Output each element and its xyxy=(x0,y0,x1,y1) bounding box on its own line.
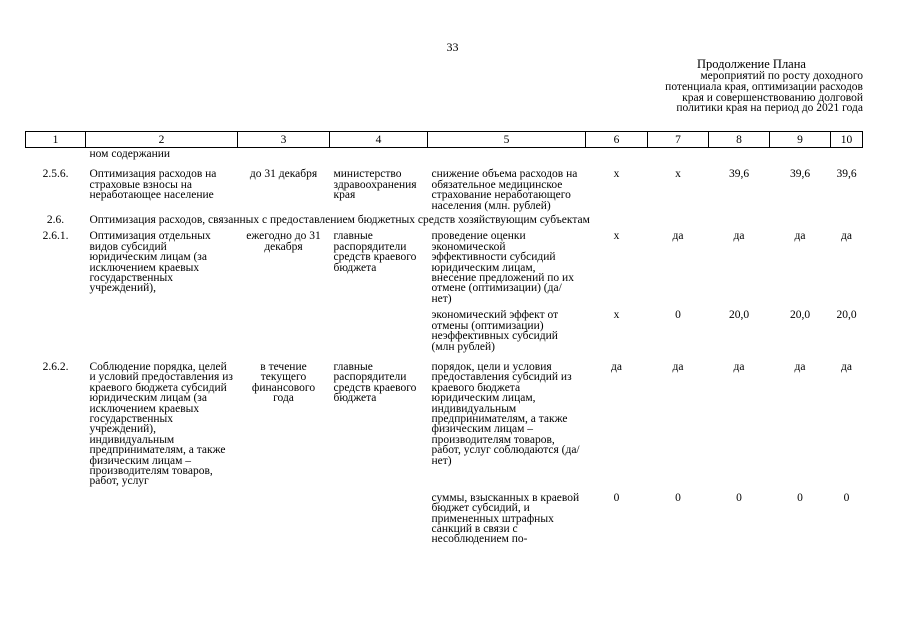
executor-text: главные распорядители средств краевого бюджета xyxy=(333,360,417,405)
indicator-text: порядок, цели и условия предоставления субсидий из краевого бюджета юридическим лицам, индивидуальным предпринимателям, а также физическим лицам – производителям товаров, работ, услуг соблюдаются (да/нет) xyxy=(431,360,580,467)
subtitle-line: края и совершенствованию долговой xyxy=(682,91,863,104)
value-cell: да xyxy=(672,360,684,373)
indicator-text: проведение оценки экономической эффективности субсидий юридическим лицам, внесение предложений по их отмене (оптимизации) (да/нет) xyxy=(431,230,574,305)
value-cell: да xyxy=(733,230,745,243)
column-number-row xyxy=(26,132,863,148)
value-cell: 0 xyxy=(675,491,681,504)
section-title: Оптимизация расходов, связанных с предоставлением бюджетных средств хозяйствующим субъектам xyxy=(89,214,590,227)
value-cell: 0 xyxy=(613,491,620,504)
value-cell: x xyxy=(613,230,620,243)
value-cell: 0 xyxy=(843,491,850,504)
column-number: 1 xyxy=(26,132,86,148)
value-cell: 0 xyxy=(675,309,681,322)
indicator-text: экономический эффект от отмены (оптимизации) неэффективных субсидий (млн рублей) xyxy=(431,309,559,353)
plan-table xyxy=(25,131,863,545)
column-number: 9 xyxy=(770,132,831,148)
value-cell: 39,6 xyxy=(836,168,857,181)
measure-text: Оптимизация расходов на страховые взносы на неработающее население xyxy=(89,168,217,202)
section-number: 2.6. xyxy=(46,214,65,227)
continuation-title: Продолжение Плана xyxy=(697,57,806,71)
section-row xyxy=(26,211,863,227)
table-row xyxy=(26,159,863,211)
table-row xyxy=(26,227,863,304)
indicator-text: суммы, взысканных в краевой бюджет субсидий, и примененных штрафных санкций в связи с несоблюдением по- xyxy=(431,491,580,546)
measure-text: Соблюдение порядка, целей и условий предоставления из краевого бюджета субсидий юридическим лицам (за исключением краевых государственных учреждений), индивидуальным предпринимателям, а также физическим лицам – производителям товаров, работ, услуг xyxy=(89,360,233,488)
plan-subtitle xyxy=(623,71,863,114)
table-row xyxy=(26,487,863,545)
table-row xyxy=(26,352,863,487)
column-number: 5 xyxy=(428,132,586,148)
item-number: 2.6.1. xyxy=(42,230,69,243)
column-number: 6 xyxy=(586,132,648,148)
table-row xyxy=(26,148,863,160)
subtitle-line: мероприятий по росту доходного xyxy=(700,70,863,82)
value-cell: да xyxy=(733,360,745,373)
value-cell: 20,0 xyxy=(836,309,857,322)
deadline-text: до 31 декабря xyxy=(249,168,318,181)
measure-text: Оптимизация отдельных видов субсидий юридическим лицам (за исключением краевых государственных учреждений), xyxy=(89,230,211,295)
value-cell: x xyxy=(613,309,620,322)
value-cell: да xyxy=(672,230,684,243)
page-number: 33 xyxy=(446,40,459,54)
value-cell: да xyxy=(794,230,806,243)
subtitle-line: политики края на период до 2021 года xyxy=(676,102,863,115)
subtitle-line: потенциала края, оптимизации расходов xyxy=(665,80,863,93)
value-cell: 0 xyxy=(736,491,742,504)
deadline-text: в течение текущего финансового года xyxy=(251,360,316,405)
value-cell: 0 xyxy=(797,491,803,504)
indicator-text: снижение объема расходов на обязательное медицинское страхование неработающего населения (млн. рублей) xyxy=(431,168,578,212)
carried-over-text: ном содержании xyxy=(89,148,171,160)
column-number: 4 xyxy=(330,132,428,148)
value-cell: да xyxy=(611,360,622,373)
value-cell: 20,0 xyxy=(789,309,811,322)
value-cell: x xyxy=(613,168,620,181)
column-number: 2 xyxy=(86,132,238,148)
column-number: 8 xyxy=(709,132,770,148)
column-number: 3 xyxy=(238,132,330,148)
value-cell: да xyxy=(841,230,852,243)
value-cell: да xyxy=(841,360,852,373)
table-row xyxy=(26,304,863,352)
column-number: 7 xyxy=(648,132,709,148)
column-number: 10 xyxy=(831,132,863,148)
executor-text: министерство здравоохранения края xyxy=(333,168,417,202)
value-cell: 39,6 xyxy=(728,168,750,181)
value-cell: 39,6 xyxy=(789,168,811,181)
value-cell: да xyxy=(794,360,806,373)
item-number: 2.6.2. xyxy=(42,360,69,373)
deadline-text: ежегодно до 31 декабря xyxy=(246,230,321,253)
executor-text: главные распорядители средств краевого бюджета xyxy=(333,230,417,274)
value-cell: 20,0 xyxy=(728,309,750,322)
value-cell: x xyxy=(675,168,681,181)
item-number: 2.5.6. xyxy=(42,168,69,181)
